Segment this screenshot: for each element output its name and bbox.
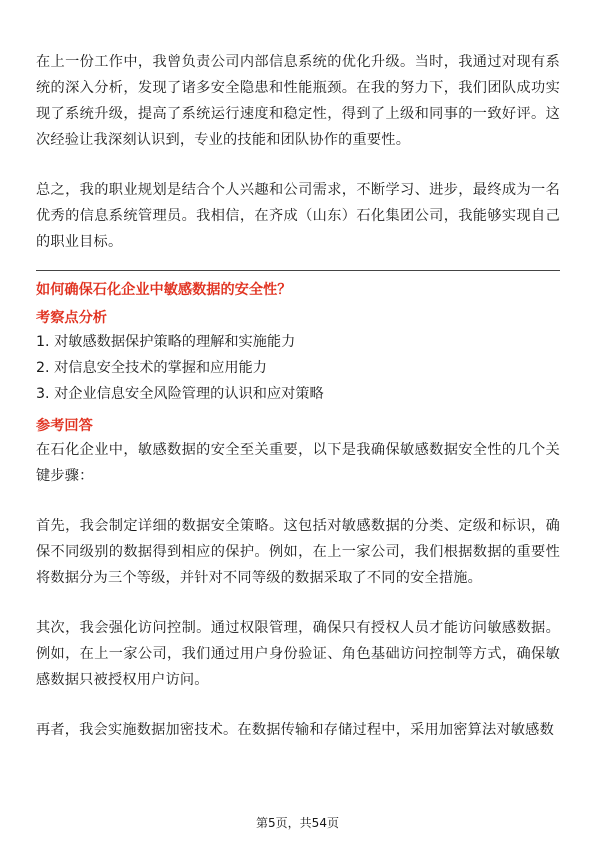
- document-body: [36, 49, 560, 743]
- list-item: [36, 355, 560, 381]
- list-item-number: 3 .: [36, 386, 54, 402]
- paragraph-spacer: [36, 153, 560, 177]
- list-item-text: 对信息安全技术的掌握和应用能力: [54, 360, 267, 376]
- answer-paragraph-strategy: 首先，我会制定详细的数据安全策略。这包括对敏感数据的分类、定级和标识，确保不同级别的数据得到相应的保护。例如，在上一家公司，我们根据数据的重要性将数据分为三个等级，并针对不同等级的数据采取了不同的安全措施。: [36, 518, 560, 586]
- list-item-number: 1 .: [36, 334, 54, 350]
- section-divider: [36, 270, 560, 271]
- list-item-text: 对企业信息安全风险管理的认识和应对策略: [54, 386, 324, 402]
- list-item-text: 对敏感数据保护策略的理解和实施能力: [54, 334, 296, 350]
- paragraph-spacer: [36, 693, 560, 717]
- analysis-heading: 考察点分析: [36, 310, 107, 326]
- paragraph-work-experience: 在上一份工作中，我曾负责公司内部信息系统的优化升级。当时，我通过对现有系统的深入分析，发现了诸多安全隐患和性能瓶颈。在我的努力下，我们团队成功实现了系统升级，提高了系统运行速度和稳定性，得到了上级和同事的一致好评。这次经验让我深刻认识到，专业的技能和团队协作的重要性。: [36, 54, 560, 148]
- page-footer: 第5页，共54页: [256, 816, 339, 830]
- answer-paragraph-encryption: 再者，我会实施数据加密技术。在数据传输和存储过程中，采用加密算法对敏感数: [36, 722, 554, 738]
- list-item: [36, 381, 560, 407]
- question-heading: 如何确保石化企业中敏感数据的安全性？: [36, 282, 292, 298]
- answer-paragraph-access-control: 其次，我会强化访问控制。通过权限管理，确保只有授权人员才能访问敏感数据。例如，在上一家公司，我们通过用户身份验证、角色基础访问控制等方式，确保敏感数据只被授权用户访问。: [36, 620, 560, 688]
- answer-intro: 在石化企业中，敏感数据的安全至关重要，以下是我确保敏感数据安全性的几个关键步骤：: [36, 442, 560, 484]
- analysis-list: [36, 329, 560, 407]
- paragraph-summary: 总之，我的职业规划是结合个人兴趣和公司需求，不断学习、进步，最终成为一名优秀的信息系统管理员。我相信，在齐成（山东）石化集团公司，我能够实现自己的职业目标。: [36, 182, 560, 250]
- paragraph-spacer: [36, 489, 560, 513]
- paragraph-spacer: [36, 591, 560, 615]
- answer-heading: 参考回答: [36, 418, 93, 434]
- list-item: [36, 329, 560, 355]
- list-item-number: 2 .: [36, 360, 54, 376]
